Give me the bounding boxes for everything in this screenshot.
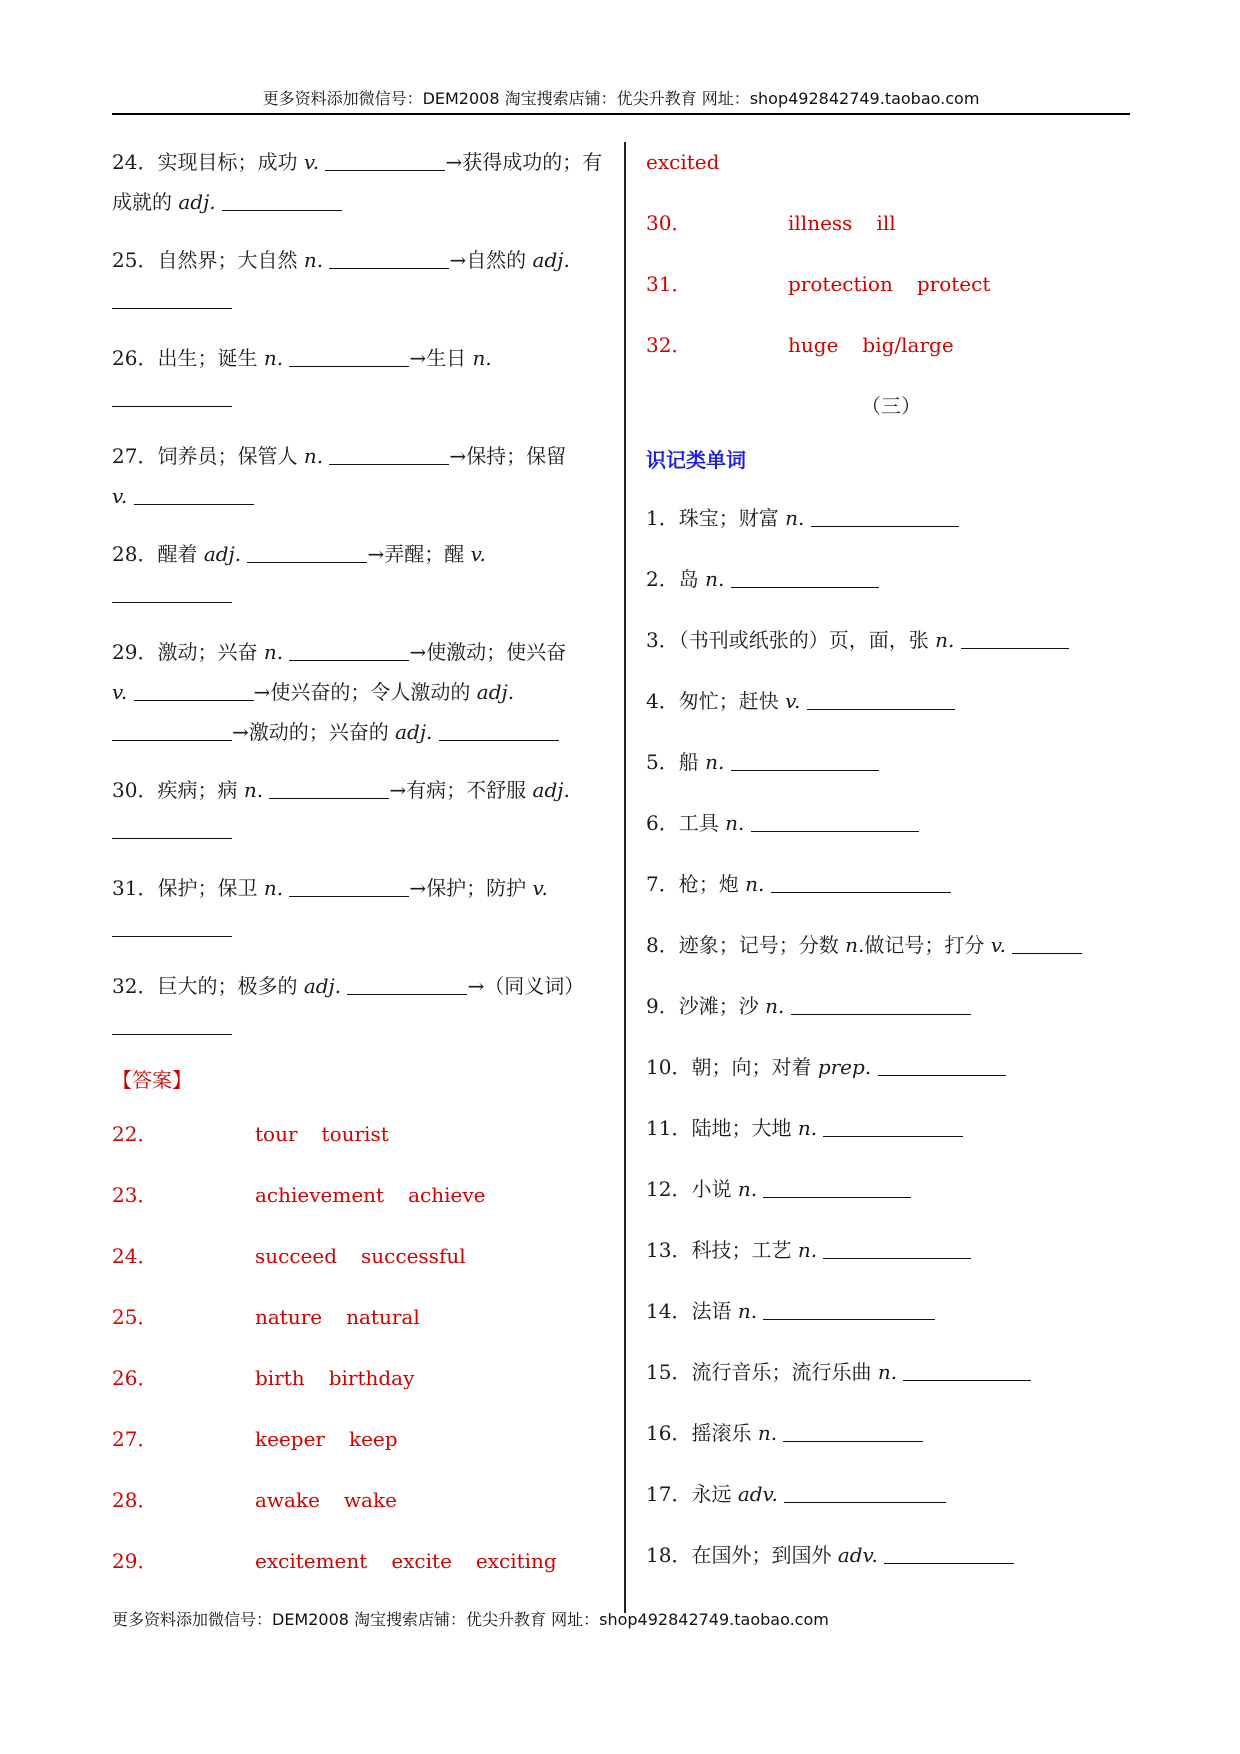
arrow: → (467, 974, 485, 998)
item-number: 12． (646, 1177, 692, 1201)
question-28 (112, 534, 604, 614)
answer-blank[interactable] (112, 720, 232, 741)
answer-word: birthday (328, 1366, 415, 1390)
answer-row (112, 1175, 604, 1215)
answer-word: excitement (255, 1549, 368, 1573)
answer-blank[interactable] (771, 872, 951, 893)
page-header: 更多资料添加微信号：DEM2008 淘宝搜索店铺：优尖升教育 网址：shop492842749.taobao.com (262, 89, 980, 108)
answer-blank[interactable] (347, 974, 467, 995)
question-number: 32． (112, 974, 158, 998)
question-text: 自然的 (466, 248, 527, 272)
question-text: 巨大的；极多的 (157, 974, 298, 998)
question-number: 31． (112, 876, 158, 900)
question-text: 疾病；病 (157, 778, 238, 802)
part-of-speech: n. (263, 876, 284, 900)
vocab-item-16 (646, 1413, 1136, 1453)
answer-blank[interactable] (807, 689, 955, 710)
answer-blank[interactable] (289, 876, 409, 897)
answer-number: 24． (112, 1244, 158, 1268)
item-text: 沙滩；沙 (678, 994, 759, 1018)
item-number: 7． (646, 872, 679, 896)
question-text: 醒着 (157, 542, 198, 566)
vocab-item-9 (646, 986, 1136, 1026)
item-number: 4． (646, 689, 679, 713)
question-text: 自然界；大自然 (157, 248, 298, 272)
answer-blank[interactable] (823, 1238, 971, 1259)
item-number: 9． (646, 994, 679, 1018)
part-of-speech: v. (112, 680, 128, 704)
item-text: 珠宝；财富 (678, 506, 779, 530)
arrow: → (367, 542, 385, 566)
answer-word: succeed (255, 1244, 338, 1268)
answer-word: tourist (321, 1122, 389, 1146)
part-of-speech: n. (263, 346, 284, 370)
item-text: 岛 (678, 567, 699, 591)
answer-blank[interactable] (329, 248, 449, 269)
answer-number: 23． (112, 1183, 158, 1207)
page-footer: 更多资料添加微信号：DEM2008 淘宝搜索店铺：优尖升教育 网址：shop492842749.taobao.com (112, 1610, 829, 1629)
answer-blank[interactable] (823, 1116, 963, 1137)
answer-blank[interactable] (783, 1421, 923, 1442)
section-heading: （三） (861, 394, 921, 418)
question-27 (112, 436, 604, 516)
item-number: 15． (646, 1360, 692, 1384)
answer-number: 30． (646, 211, 692, 235)
item-text: 船 (678, 750, 699, 774)
part-of-speech: adv. (737, 1482, 778, 1506)
answer-blank[interactable] (112, 916, 232, 937)
answer-blank[interactable] (134, 484, 254, 505)
item-text: 法语 (691, 1299, 732, 1323)
item-number: 1． (646, 506, 679, 530)
item-text: 永远 (691, 1482, 732, 1506)
item-text: 陆地；大地 (691, 1116, 792, 1140)
part-of-speech: n. (737, 1177, 758, 1201)
item-number: 18． (646, 1543, 692, 1567)
item-number: 3． (646, 628, 679, 652)
question-text: 弄醒；醒 (384, 542, 465, 566)
item-number: 10． (646, 1055, 692, 1079)
answer-word: protect (916, 272, 991, 296)
question-text: 保护；防护 (426, 876, 527, 900)
arrow: → (232, 720, 249, 744)
answer-word: ill (876, 211, 896, 235)
answer-word: keep (349, 1427, 398, 1451)
question-text: 保护；保卫 (157, 876, 258, 900)
answer-row (646, 203, 1136, 243)
answer-word: huge (788, 333, 839, 357)
vocab-item-10 (646, 1047, 1136, 1087)
answer-continuation: excited (646, 150, 720, 174)
answer-row (112, 1541, 604, 1581)
item-number: 17． (646, 1482, 692, 1506)
answer-number: 31． (646, 272, 692, 296)
answer-blank[interactable] (884, 1543, 1014, 1564)
question-number: 26． (112, 346, 158, 370)
answer-row (112, 1114, 604, 1154)
vocab-item-13 (646, 1230, 1136, 1270)
answer-word: successful (361, 1244, 466, 1268)
answer-blank[interactable] (289, 640, 409, 661)
item-text: 迹象；记号；分数 (678, 933, 839, 957)
answer-row (646, 325, 1136, 365)
answer-blank[interactable] (784, 1482, 946, 1503)
answer-row (646, 264, 1136, 304)
arrow: → (449, 248, 467, 272)
vocab-item-8 (646, 925, 1136, 965)
answer-word: illness (788, 211, 853, 235)
item-text: 做记号；打分 (864, 933, 985, 957)
part-of-speech: adv. (837, 1543, 878, 1567)
part-of-speech: n. (765, 994, 785, 1018)
question-text: （同义词） (484, 974, 585, 998)
part-of-speech: adj. (532, 778, 570, 802)
answer-word: birth (255, 1366, 305, 1390)
part-of-speech: v. (532, 876, 548, 900)
question-32 (112, 966, 604, 1046)
question-text: 保持；保留 (466, 444, 567, 468)
part-of-speech: adj. (178, 190, 216, 214)
answer-blank[interactable] (751, 811, 919, 832)
part-of-speech: adj. (303, 974, 342, 998)
part-of-speech: adj. (395, 720, 433, 744)
part-of-speech: v. (785, 689, 801, 713)
answer-blank[interactable] (878, 1055, 1006, 1076)
part-of-speech: adj. (203, 542, 242, 566)
part-of-speech: n. (243, 778, 264, 802)
answer-row (112, 1236, 604, 1276)
part-of-speech: v. (112, 484, 128, 508)
question-number: 24． (112, 150, 158, 174)
arrow: → (409, 876, 427, 900)
answer-blank[interactable] (112, 386, 232, 407)
part-of-speech: n. (797, 1116, 818, 1140)
question-24 (112, 142, 604, 222)
item-number: 13． (646, 1238, 692, 1262)
answer-blank[interactable] (731, 567, 879, 588)
part-of-speech: n. (797, 1238, 818, 1262)
question-number: 30． (112, 778, 158, 802)
item-number: 8． (646, 933, 679, 957)
part-of-speech: adj. (532, 248, 570, 272)
answer-word: achievement (255, 1183, 385, 1207)
arrow: → (449, 444, 467, 468)
item-text: 朝；向；对着 (691, 1055, 812, 1079)
answer-blank[interactable] (134, 680, 254, 701)
answer-title: 【答案】 (112, 1068, 192, 1092)
answer-blank[interactable] (222, 190, 342, 211)
part-of-speech: n. (785, 506, 805, 530)
vocab-item-4 (646, 681, 1136, 721)
part-of-speech: n. (472, 346, 492, 370)
arrow: → (253, 680, 271, 704)
answer-number: 29． (112, 1549, 158, 1573)
item-text: 在国外；到国外 (691, 1543, 832, 1567)
vocab-item-7 (646, 864, 1136, 904)
vocab-item-6 (646, 803, 1136, 843)
item-number: 16． (646, 1421, 692, 1445)
answer-blank[interactable] (329, 444, 449, 465)
part-of-speech: n. (303, 444, 324, 468)
item-number: 2． (646, 567, 679, 591)
answer-word: keeper (255, 1427, 325, 1451)
answer-number: 22． (112, 1122, 158, 1146)
item-number: 11． (646, 1116, 692, 1140)
answer-blank[interactable] (961, 628, 1069, 649)
question-number: 25． (112, 248, 158, 272)
item-text: 工具 (678, 811, 719, 835)
answer-number: 32． (646, 333, 692, 357)
item-text: （书刊或纸张的）页，面，张 (678, 628, 929, 652)
item-text: 摇滚乐 (691, 1421, 752, 1445)
vocab-item-17 (646, 1474, 1136, 1514)
column-divider (624, 142, 626, 1613)
question-29 (112, 632, 604, 752)
answer-blank[interactable] (791, 994, 971, 1015)
answer-row (112, 1419, 604, 1459)
vocab-item-1 (646, 498, 1136, 538)
vocab-item-3 (646, 620, 1136, 660)
vocab-item-2 (646, 559, 1136, 599)
answer-number: 28． (112, 1488, 158, 1512)
answer-word: tour (255, 1122, 298, 1146)
arrow: → (389, 778, 407, 802)
header-rule (112, 113, 1130, 115)
item-text: 匆忙；赶快 (678, 689, 779, 713)
left-column (112, 142, 604, 1581)
vocab-item-14 (646, 1291, 1136, 1331)
answer-number: 26． (112, 1366, 158, 1390)
question-number: 27． (112, 444, 158, 468)
answer-blank[interactable] (763, 1177, 911, 1198)
answer-row (112, 1480, 604, 1520)
part-of-speech: n. (263, 640, 284, 664)
question-text: 使兴奋的；令人激动的 (270, 680, 471, 704)
part-of-speech: adj. (476, 680, 515, 704)
answer-word: big/large (862, 333, 954, 357)
part-of-speech: n. (725, 811, 745, 835)
answer-blank[interactable] (112, 582, 232, 603)
arrow: → (445, 150, 463, 174)
item-text: 枪；炮 (678, 872, 739, 896)
part-of-speech: n. (845, 933, 865, 957)
question-number: 29． (112, 640, 158, 664)
arrow: → (409, 640, 427, 664)
answer-blank[interactable] (289, 346, 409, 367)
item-text: 小说 (691, 1177, 732, 1201)
question-26 (112, 338, 604, 418)
answer-blank[interactable] (112, 818, 232, 839)
answer-blank[interactable] (731, 750, 879, 771)
part-of-speech: n. (757, 1421, 778, 1445)
item-number: 6． (646, 811, 679, 835)
part-of-speech: v. (303, 150, 320, 174)
question-text: 实现目标；成功 (157, 150, 298, 174)
answer-blank[interactable] (112, 288, 232, 309)
part-of-speech: n. (935, 628, 955, 652)
answer-row (112, 1297, 604, 1337)
vocab-item-12 (646, 1169, 1136, 1209)
vocab-heading: 识记类单词 (646, 448, 746, 472)
answer-number: 25． (112, 1305, 158, 1329)
part-of-speech: v. (990, 933, 1006, 957)
item-number: 5． (646, 750, 679, 774)
question-text: 有病；不舒服 (406, 778, 527, 802)
answer-blank[interactable] (1012, 933, 1082, 954)
answer-row (112, 1358, 604, 1398)
question-text: 使激动；使兴奋 (426, 640, 567, 664)
answer-number: 27． (112, 1427, 158, 1451)
part-of-speech: prep. (817, 1055, 872, 1079)
question-text: 获得成功的；有成就的 (112, 150, 603, 214)
part-of-speech: n. (737, 1299, 758, 1323)
part-of-speech: n. (303, 248, 324, 272)
answer-word: achieve (408, 1183, 486, 1207)
question-text: 激动；兴奋 (157, 640, 258, 664)
vocab-item-18 (646, 1535, 1136, 1575)
answer-blank[interactable] (763, 1299, 935, 1320)
part-of-speech: n. (705, 750, 725, 774)
answer-blank[interactable] (439, 720, 559, 741)
part-of-speech: n. (705, 567, 725, 591)
answer-word: excite (391, 1549, 452, 1573)
answer-word: wake (343, 1488, 397, 1512)
answer-word: protection (788, 272, 893, 296)
part-of-speech: v. (470, 542, 486, 566)
item-text: 流行音乐；流行乐曲 (691, 1360, 872, 1384)
question-number: 28． (112, 542, 158, 566)
answer-blank[interactable] (112, 1014, 232, 1035)
vocab-item-11 (646, 1108, 1136, 1148)
part-of-speech: n. (877, 1360, 898, 1384)
answer-word: nature (255, 1305, 323, 1329)
question-text: 激动的；兴奋的 (248, 720, 389, 744)
part-of-speech: n. (745, 872, 765, 896)
question-31 (112, 868, 604, 948)
answer-blank[interactable] (325, 150, 445, 171)
vocab-item-5 (646, 742, 1136, 782)
right-column (646, 142, 1136, 1575)
question-30 (112, 770, 604, 850)
answer-blank[interactable] (247, 542, 367, 563)
arrow: → (409, 346, 427, 370)
question-text: 出生；诞生 (157, 346, 258, 370)
question-text: 饲养员；保管人 (157, 444, 298, 468)
item-number: 14． (646, 1299, 692, 1323)
answer-blank[interactable] (811, 506, 959, 527)
item-text: 科技；工艺 (691, 1238, 792, 1262)
question-25 (112, 240, 604, 320)
answer-word: natural (346, 1305, 420, 1329)
answer-blank[interactable] (269, 778, 389, 799)
answer-blank[interactable] (903, 1360, 1031, 1381)
vocab-item-15 (646, 1352, 1136, 1392)
question-text: 生日 (426, 346, 467, 370)
answer-word: exciting (475, 1549, 557, 1573)
answer-word: awake (255, 1488, 320, 1512)
